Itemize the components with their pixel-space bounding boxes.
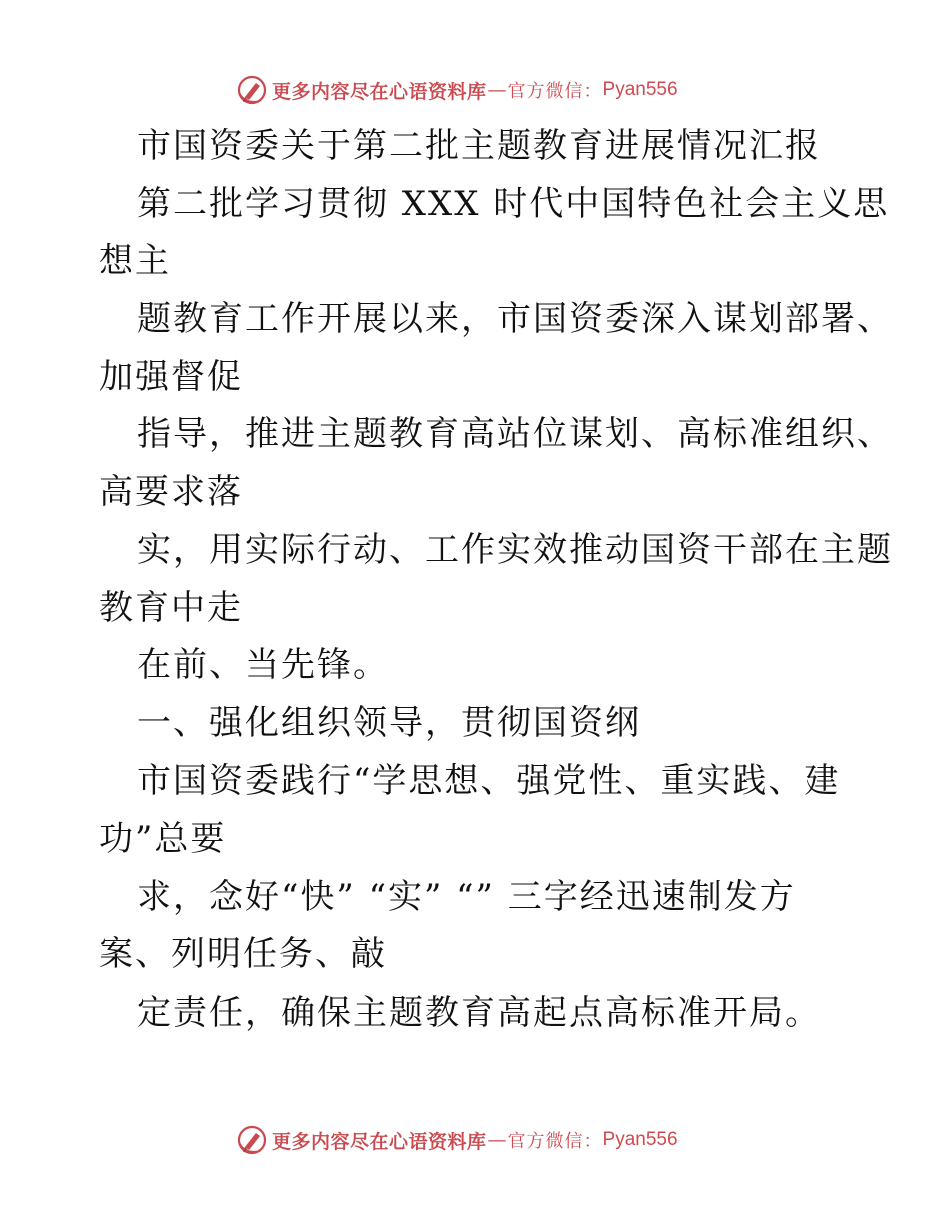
paragraph-line: 市国资委践行“学思想、强党性、重实践、建: [137, 761, 841, 801]
paragraph-line: 案、列明任务、敲: [99, 934, 387, 974]
banner-wechat-id: Pyan556: [602, 79, 678, 100]
section-heading: 一、强化组织领导，贯彻国资纲: [137, 703, 641, 743]
paragraph-line: 定责任，确保主题教育高起点高标准开局。: [137, 993, 821, 1033]
header-banner: [236, 73, 678, 107]
banner-wechat-id: Pyan556: [602, 1129, 678, 1150]
paragraph-line: 题教育工作开展以来，市国资委深入谋划部署、: [137, 299, 893, 339]
paragraph-line: 第二批学习贯彻 XXX 时代中国特色社会主义思: [137, 184, 890, 224]
paragraph-line: 教育中走: [99, 588, 243, 628]
document-title: 市国资委关于第二批主题教育进展情况汇报: [137, 126, 821, 166]
paragraph-line: 在前、当先锋。: [137, 645, 389, 685]
paragraph-line: 想主: [99, 241, 171, 281]
paragraph-line: 高要求落: [99, 472, 243, 512]
paragraph-line: 功”总要: [99, 819, 227, 859]
footer-banner: [236, 1123, 678, 1157]
paragraph-line: 求，念好“快” “实” “” 三字经迅速制发方: [137, 877, 796, 917]
paragraph-line: 加强督促: [99, 357, 243, 397]
banner-wechat-label: 官方微信：: [507, 81, 603, 102]
pen-logo-icon: [236, 74, 268, 106]
paragraph-line: 实，用实际行动、工作实效推动国资干部在主题: [137, 530, 893, 570]
banner-wechat-label: 官方微信：: [507, 1131, 603, 1152]
paragraph-line: 指导，推进主题教育高站位谋划、高标准组织、: [137, 414, 893, 454]
banner-brand-text: 更多内容尽在心语资料库: [272, 80, 487, 103]
pen-logo-icon: [236, 1124, 268, 1156]
banner-dash: —: [487, 1129, 507, 1151]
banner-dash: —: [487, 79, 507, 101]
banner-brand-text: 更多内容尽在心语资料库: [272, 1130, 487, 1153]
